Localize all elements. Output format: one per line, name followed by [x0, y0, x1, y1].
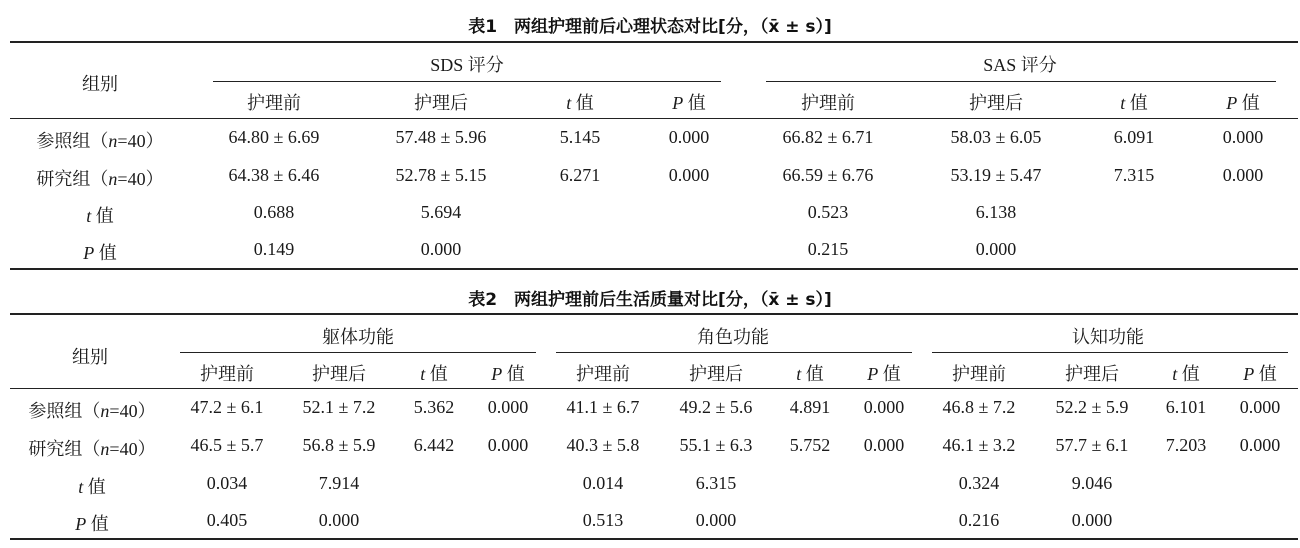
table-cell: 7.315 [1113, 165, 1155, 185]
table-cell: 6.442 [413, 435, 455, 455]
table1-sas-rule [766, 81, 1276, 82]
table2-caption: 表2 两组护理前后生活质量对比[分，（x̄ ± s）] [468, 290, 832, 310]
table-cell: 7.914 [318, 473, 360, 493]
table-cell: 56.8 ± 5.9 [302, 435, 376, 455]
table-cell: 5.145 [559, 127, 601, 147]
table-cell: 55.1 ± 6.3 [679, 435, 753, 455]
table2-physical-col-p: P 值 [491, 364, 525, 384]
table-cell: 0.000 [1239, 397, 1281, 417]
table-cell: 0.000 [487, 435, 529, 455]
table-cell: 0.000 [487, 397, 529, 417]
table1-row-label: 参照组（n=40） [36, 131, 164, 151]
table1-caption: 表1 两组护理前后心理状态对比[分，（x̄ ± s）] [468, 17, 832, 37]
table-cell: 57.7 ± 6.1 [1055, 435, 1129, 455]
table-cell: 0.215 [807, 239, 849, 259]
table-cell: 46.8 ± 7.2 [942, 397, 1016, 417]
table-cell: 0.034 [206, 473, 248, 493]
table-cell: 9.046 [1071, 473, 1113, 493]
table-cell: 0.000 [1222, 127, 1264, 147]
table2-row-label: t 值 [78, 477, 106, 497]
table2-top-rule [10, 313, 1298, 315]
table-cell: 47.2 ± 6.1 [190, 397, 264, 417]
table-cell: 0.000 [863, 435, 905, 455]
table2-cognitive-col-p: P 值 [1243, 364, 1277, 384]
table-cell: 0.000 [1071, 510, 1113, 530]
table2-physical-col-before: 护理前 [200, 364, 254, 384]
table-cell: 6.101 [1165, 397, 1207, 417]
table-cell: 49.2 ± 5.6 [679, 397, 753, 417]
table-cell: 52.1 ± 7.2 [302, 397, 376, 417]
table1-sds-col-t: t 值 [566, 93, 594, 113]
table2-row-label: P 值 [75, 514, 109, 534]
table-cell: 64.80 ± 6.69 [228, 127, 320, 147]
table-cell: 0.216 [958, 510, 1000, 530]
table2-block-title-cognitive: 认知功能 [1072, 327, 1144, 347]
table-cell: 66.59 ± 6.76 [782, 165, 874, 185]
table1-sds-col-before: 护理前 [247, 93, 301, 113]
table1-block-title-sds: SDS 评分 [430, 55, 504, 75]
table1-sas-col-p: P 值 [1226, 93, 1260, 113]
table1-row-label: t 值 [86, 206, 114, 226]
table-cell: 6.271 [559, 165, 601, 185]
table-cell: 5.752 [789, 435, 831, 455]
table-cell: 6.138 [975, 202, 1017, 222]
table2-cognitive-col-after: 护理后 [1065, 364, 1119, 384]
table-cell: 58.03 ± 6.05 [950, 127, 1042, 147]
table-cell: 66.82 ± 6.71 [782, 127, 874, 147]
table1-sas-col-before: 护理前 [801, 93, 855, 113]
table-cell: 0.000 [1239, 435, 1281, 455]
table2-physical-col-after: 护理后 [312, 364, 366, 384]
table-cell: 0.324 [958, 473, 1000, 493]
table-cell: 6.315 [695, 473, 737, 493]
table-cell: 0.000 [695, 510, 737, 530]
table-cell: 0.000 [975, 239, 1017, 259]
table-cell: 0.014 [582, 473, 624, 493]
table-cell: 52.78 ± 5.15 [395, 165, 487, 185]
table2-role-rule [556, 352, 912, 353]
table1-sds-col-after: 护理后 [414, 93, 468, 113]
table2-role-col-t: t 值 [796, 364, 824, 384]
table1-sds-col-p: P 值 [672, 93, 706, 113]
table1-row-label: 研究组（n=40） [36, 169, 164, 189]
table1-top-rule [10, 41, 1298, 43]
table-cell: 40.3 ± 5.8 [566, 435, 640, 455]
table-cell: 0.000 [863, 397, 905, 417]
table-cell: 4.891 [789, 397, 831, 417]
table2-role-col-after: 护理后 [689, 364, 743, 384]
table2-group-header: 组别 [72, 347, 108, 367]
table2-row-label: 研究组（n=40） [28, 439, 156, 459]
table1-block-title-sas: SAS 评分 [983, 55, 1057, 75]
table-cell: 0.149 [253, 239, 295, 259]
table2-block-title-physical: 躯体功能 [322, 327, 394, 347]
table-cell: 64.38 ± 6.46 [228, 165, 320, 185]
table2-cognitive-rule [932, 352, 1288, 353]
table-cell: 57.48 ± 5.96 [395, 127, 487, 147]
table2-physical-col-t: t 值 [420, 364, 448, 384]
table2-physical-rule [180, 352, 536, 353]
table2-cognitive-col-before: 护理前 [952, 364, 1006, 384]
table2-role-col-p: P 值 [867, 364, 901, 384]
table1-bottom-rule [10, 268, 1298, 270]
table1-row-label: P 值 [83, 243, 117, 263]
table2-bottom-rule [10, 538, 1298, 540]
table1-sas-col-after: 护理后 [969, 93, 1023, 113]
table2-block-title-role: 角色功能 [697, 327, 769, 347]
table-cell: 0.000 [1222, 165, 1264, 185]
table-cell: 41.1 ± 6.7 [566, 397, 640, 417]
table-cell: 0.000 [420, 239, 462, 259]
table-cell: 0.523 [807, 202, 849, 222]
table-cell: 0.513 [582, 510, 624, 530]
table-cell: 5.694 [420, 202, 462, 222]
table2-cognitive-col-t: t 值 [1172, 364, 1200, 384]
table1-sas-col-t: t 值 [1120, 93, 1148, 113]
table2-role-col-before: 护理前 [576, 364, 630, 384]
table-cell: 0.405 [206, 510, 248, 530]
table-cell: 0.000 [318, 510, 360, 530]
table-cell: 5.362 [413, 397, 455, 417]
table1-group-header: 组别 [82, 74, 118, 94]
table1-sds-rule [213, 81, 721, 82]
table-cell: 6.091 [1113, 127, 1155, 147]
table-cell: 53.19 ± 5.47 [950, 165, 1042, 185]
table1-header-rule [10, 118, 1298, 119]
table-cell: 46.5 ± 5.7 [190, 435, 264, 455]
table2-row-label: 参照组（n=40） [28, 401, 156, 421]
table2-header-rule [10, 388, 1298, 389]
table-cell: 7.203 [1165, 435, 1207, 455]
table-cell: 0.000 [668, 127, 710, 147]
table-cell: 46.1 ± 3.2 [942, 435, 1016, 455]
table-cell: 0.688 [253, 202, 295, 222]
table-cell: 0.000 [668, 165, 710, 185]
table-cell: 52.2 ± 5.9 [1055, 397, 1129, 417]
